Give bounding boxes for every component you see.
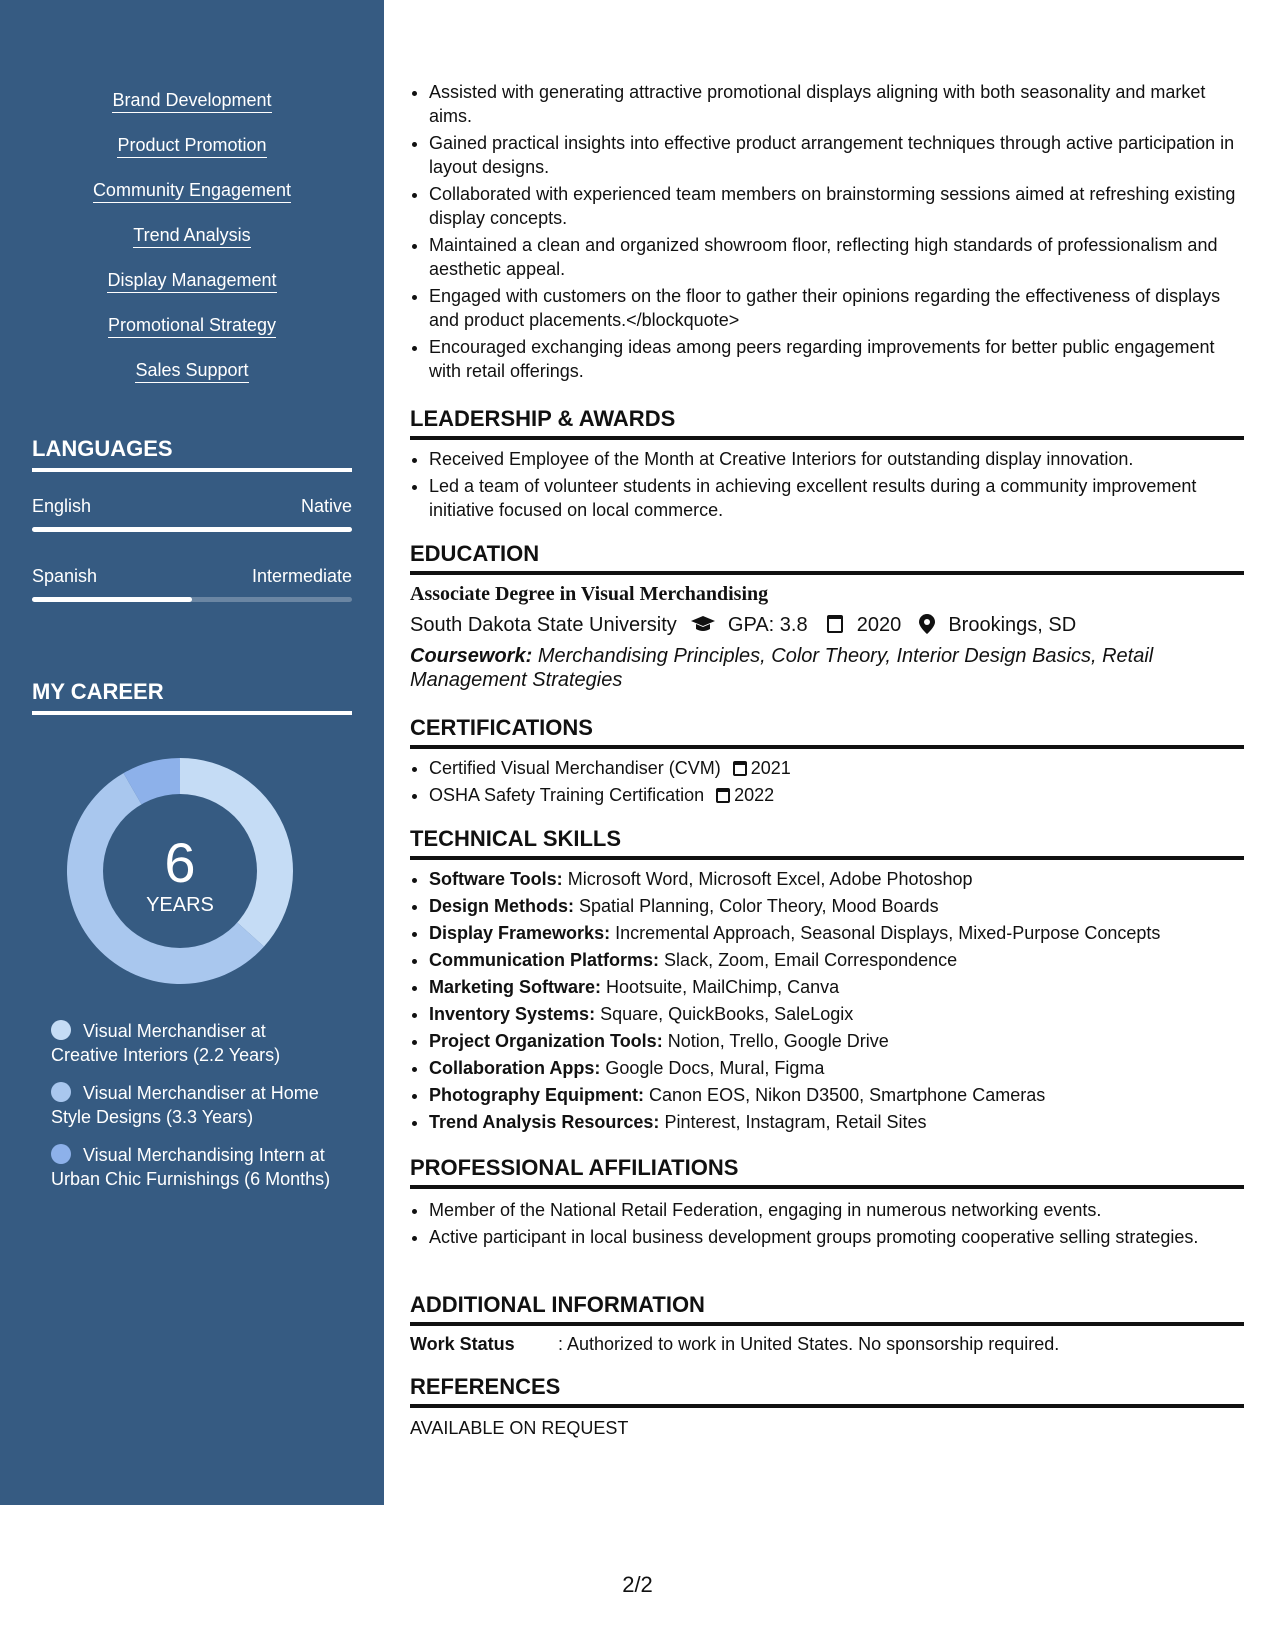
skill-link[interactable]: Product Promotion	[0, 134, 384, 156]
section-heading-affiliations: PROFESSIONAL AFFILIATIONS	[410, 1155, 1244, 1189]
career-donut-chart	[66, 757, 294, 985]
list-item: • Photography Equipment: Canon EOS, Nikon D3500, Smartphone Cameras	[429, 1083, 1244, 1107]
list-item: • Design Methods: Spatial Planning, Color Theory, Mood Boards	[429, 894, 1244, 918]
legend-dot-icon	[51, 1020, 71, 1040]
technical-skills-list	[410, 867, 1244, 1137]
section-heading-education: EDUCATION	[410, 541, 1244, 575]
list-item: • Received Employee of the Month at Creative Interiors for outstanding display innovation.	[429, 447, 1244, 471]
gpa: GPA: 3.8	[727, 614, 808, 636]
calendar-icon	[733, 761, 747, 776]
experience-list	[410, 80, 1244, 386]
degree-title: Associate Degree in Visual Merchandising	[410, 583, 769, 605]
school-location: Brookings, SD	[948, 614, 1077, 636]
work-status-row	[410, 1334, 1244, 1355]
list-item: • Project Organization Tools: Notion, Trello, Google Drive	[429, 1029, 1244, 1053]
page-number: 2/2	[622, 1572, 653, 1597]
legend-dot-icon	[51, 1144, 71, 1164]
affiliations-list	[410, 1198, 1244, 1252]
language-row	[32, 496, 352, 517]
career-legend-item: Visual Merchandiser at Home Style Designs (3.3 Years)	[51, 1083, 319, 1127]
list-item: • Trend Analysis Resources: Pinterest, Instagram, Retail Sites	[429, 1110, 1244, 1134]
skill-link[interactable]: Brand Development	[0, 89, 384, 111]
list-item: • Led a team of volunteer students in achieving excellent results during a community improvement initiative focused on local commerce.	[429, 474, 1244, 522]
certifications-list	[410, 756, 1244, 810]
list-item: • Certified Visual Merchandiser (CVM) 2021	[429, 756, 1244, 780]
list-item: • Collaboration Apps: Google Docs, Mural, Figma	[429, 1056, 1244, 1080]
graduation-year: 2020	[856, 614, 902, 636]
list-item: • Active participant in local business development groups promoting cooperative selling strategies.	[429, 1225, 1244, 1249]
skill-link[interactable]: Trend Analysis	[0, 224, 384, 246]
section-heading-leadership: LEADERSHIP & AWARDS	[410, 406, 1244, 440]
list-item: • Engaged with customers on the floor to gather their opinions regarding the effectiveness of displays and product placements.</blockquote>	[429, 284, 1244, 332]
language-bar	[32, 527, 352, 532]
education-details	[410, 614, 1244, 637]
calendar-icon	[827, 615, 843, 633]
work-status-label: Work Status	[410, 1334, 515, 1354]
coursework-text: Merchandising Principles, Color Theory, Interior Design Basics, Retail Management Strategies	[410, 645, 1154, 691]
work-status-value: : Authorized to work in United States. No sponsorship required.	[558, 1334, 1060, 1354]
career-unit: YEARS	[146, 894, 214, 916]
skill-link[interactable]: Display Management	[0, 269, 384, 291]
references-text: AVAILABLE ON REQUEST	[410, 1418, 629, 1438]
graduation-cap-icon	[690, 615, 716, 633]
coursework	[410, 644, 1244, 692]
career-legend-item: Visual Merchandising Intern at Urban Chic Furnishings (6 Months)	[51, 1145, 331, 1189]
list-item: • Inventory Systems: Square, QuickBooks, SaleLogix	[429, 1002, 1244, 1026]
language-level: Intermediate	[251, 566, 352, 586]
sidebar	[0, 0, 384, 1505]
list-item: • Communication Platforms: Slack, Zoom, Email Correspondence	[429, 948, 1244, 972]
skill-link[interactable]: Promotional Strategy	[0, 314, 384, 336]
skill-link[interactable]: Community Engagement	[0, 179, 384, 201]
language-name: Spanish	[32, 566, 98, 586]
list-item: • Maintained a clean and organized showroom floor, reflecting high standards of professionalism and aesthetic appeal.	[429, 233, 1244, 281]
list-item: • Encouraged exchanging ideas among peers regarding improvements for better public engagement with retail offerings.	[429, 335, 1244, 383]
language-row	[32, 566, 352, 587]
leadership-list	[410, 447, 1244, 525]
list-item: • Software Tools: Microsoft Word, Microsoft Excel, Adobe Photoshop	[429, 867, 1244, 891]
language-level: Native	[300, 496, 352, 516]
section-heading-certifications: CERTIFICATIONS	[410, 715, 1244, 749]
calendar-icon	[716, 788, 730, 803]
list-item: • Marketing Software: Hootsuite, MailChimp, Canva	[429, 975, 1244, 999]
section-heading-technical-skills: TECHNICAL SKILLS	[410, 826, 1244, 860]
skill-link[interactable]: Sales Support	[0, 359, 384, 381]
language-bar-fill	[32, 527, 352, 532]
list-item: • Collaborated with experienced team members on brainstorming sessions aimed at refreshing existing display concepts.	[429, 182, 1244, 230]
list-item: • Member of the National Retail Federation, engaging in numerous networking events.	[429, 1198, 1244, 1222]
languages-heading: LANGUAGES	[32, 436, 352, 472]
language-bar	[32, 597, 352, 602]
legend-dot-icon	[51, 1082, 71, 1102]
school-name: South Dakota State University	[410, 614, 677, 636]
section-heading-references: REFERENCES	[410, 1374, 1244, 1408]
list-item: • OSHA Safety Training Certification 2022	[429, 783, 1244, 807]
list-item: • Gained practical insights into effective product arrangement techniques through active participation in layout designs.	[429, 131, 1244, 179]
location-pin-icon	[919, 614, 935, 634]
list-item: • Assisted with generating attractive promotional displays aligning with both seasonality and market aims.	[429, 80, 1244, 128]
career-total: 6	[164, 831, 196, 894]
career-legend-item: Visual Merchandiser at Creative Interiors (2.2 Years)	[51, 1021, 281, 1065]
list-item: • Display Frameworks: Incremental Approach, Seasonal Displays, Mixed-Purpose Concepts	[429, 921, 1244, 945]
section-heading-additional-info: ADDITIONAL INFORMATION	[410, 1292, 1244, 1326]
coursework-label: Coursework:	[410, 645, 533, 667]
language-bar-fill	[32, 597, 192, 602]
language-name: English	[32, 496, 92, 516]
career-heading: MY CAREER	[32, 679, 352, 715]
